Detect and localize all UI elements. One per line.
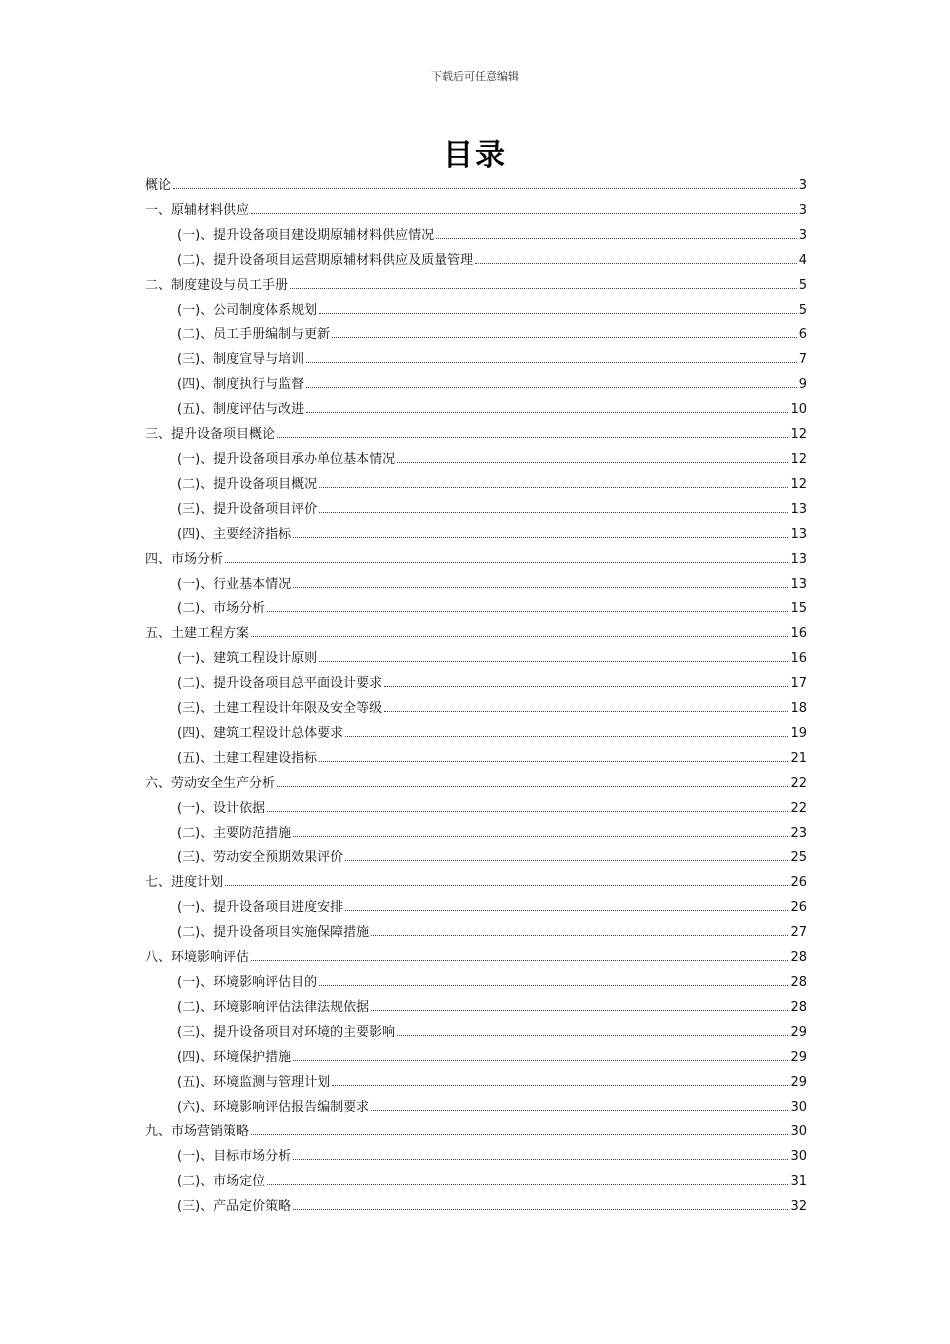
toc-dot-leader xyxy=(293,536,788,538)
toc-entry-page-number: 13 xyxy=(790,501,807,517)
toc-entry-page-number: 5 xyxy=(798,302,807,318)
toc-entry-label: (二)、提升设备项目总平面设计要求 xyxy=(177,676,383,692)
toc-entry-page-number: 28 xyxy=(790,999,807,1015)
toc-entry-page-number: 29 xyxy=(790,1049,807,1065)
toc-section-entry[interactable] xyxy=(145,672,807,697)
toc-section-entry[interactable] xyxy=(145,448,807,473)
toc-dot-leader xyxy=(397,461,788,463)
table-of-contents xyxy=(145,174,807,1220)
toc-section-entry[interactable] xyxy=(145,797,807,822)
toc-entry-label: (六)、环境影响评估报告编制要求 xyxy=(177,1099,370,1115)
toc-entry-label: (五)、土建工程建设指标 xyxy=(177,750,318,766)
toc-entry-label: (二)、环境影响评估法律法规依据 xyxy=(177,999,370,1015)
toc-dot-leader xyxy=(332,1084,788,1086)
toc-dot-leader xyxy=(293,1059,788,1061)
toc-entry-label: (三)、提升设备项目对环境的主要影响 xyxy=(177,1024,396,1040)
toc-entry-label: 六、劳动安全生产分析 xyxy=(145,775,276,791)
toc-section-entry[interactable] xyxy=(145,896,807,921)
toc-entry-page-number: 13 xyxy=(790,551,807,567)
toc-entry-label: (一)、环境影响评估目的 xyxy=(177,975,318,990)
page-header-note: 下载后可任意编辑 xyxy=(431,70,519,83)
toc-entry-label: (一)、提升设备项目承办单位基本情况 xyxy=(177,451,396,467)
toc-dot-leader xyxy=(319,660,788,662)
toc-dot-leader xyxy=(267,610,788,612)
toc-entry-page-number: 30 xyxy=(790,1124,807,1140)
toc-entry-label: (一)、设计依据 xyxy=(177,800,266,816)
toc-section-entry[interactable] xyxy=(145,1145,807,1170)
toc-entry-page-number: 15 xyxy=(790,601,807,617)
toc-dot-leader xyxy=(267,1183,788,1185)
toc-entry-page-number: 28 xyxy=(790,975,807,990)
toc-section-entry[interactable] xyxy=(145,348,807,373)
toc-entry-label: (三)、劳动安全预期效果评价 xyxy=(177,850,344,866)
toc-dot-leader xyxy=(319,312,797,314)
toc-section-entry[interactable] xyxy=(145,249,807,274)
toc-entry-page-number: 29 xyxy=(790,1074,807,1090)
toc-entry-page-number: 12 xyxy=(790,476,807,492)
toc-dot-leader xyxy=(251,959,788,961)
toc-dot-leader xyxy=(251,1133,788,1135)
toc-entry-label: (一)、目标市场分析 xyxy=(177,1149,292,1165)
toc-dot-leader xyxy=(345,859,788,861)
toc-entry-label: 三、提升设备项目概论 xyxy=(145,427,276,443)
toc-entry-page-number: 16 xyxy=(790,626,807,642)
toc-dot-leader xyxy=(319,511,788,513)
toc-entry-page-number: 10 xyxy=(790,402,807,418)
toc-section-entry[interactable] xyxy=(145,299,807,324)
toc-section-entry[interactable] xyxy=(145,722,807,747)
toc-entry-page-number: 12 xyxy=(790,427,807,443)
toc-entry-page-number: 9 xyxy=(798,377,807,393)
toc-entry-label: 八、环境影响评估 xyxy=(145,950,250,966)
toc-entry-page-number: 12 xyxy=(790,451,807,467)
toc-entry-page-number: 27 xyxy=(790,925,807,941)
toc-section-entry[interactable] xyxy=(145,323,807,348)
toc-dot-leader xyxy=(277,436,788,438)
toc-entry-label: 七、进度计划 xyxy=(145,875,224,891)
toc-entry-label: (四)、制度执行与监督 xyxy=(177,377,305,393)
toc-entry-page-number: 30 xyxy=(790,1149,807,1165)
toc-section-entry[interactable] xyxy=(145,373,807,398)
toc-entry-page-number: 3 xyxy=(798,227,807,243)
toc-chapter-entry[interactable] xyxy=(145,548,807,573)
toc-section-entry[interactable] xyxy=(145,747,807,772)
toc-entry-page-number: 4 xyxy=(798,252,807,268)
toc-entry-page-number: 25 xyxy=(790,850,807,866)
toc-entry-label: (二)、提升设备项目实施保障措施 xyxy=(177,925,370,941)
toc-section-entry[interactable] xyxy=(145,846,807,871)
toc-dot-leader xyxy=(293,586,788,588)
toc-dot-leader xyxy=(251,212,797,214)
toc-dot-leader xyxy=(384,710,788,712)
toc-entry-label: (四)、环境保护措施 xyxy=(177,1049,292,1065)
toc-dot-leader xyxy=(345,909,788,911)
toc-dot-leader xyxy=(319,486,788,488)
toc-entry-page-number: 7 xyxy=(798,352,807,368)
toc-dot-leader xyxy=(332,336,797,338)
toc-entry-label: (二)、市场定位 xyxy=(177,1174,266,1190)
toc-entry-label: 九、市场营销策略 xyxy=(145,1124,250,1140)
toc-dot-leader xyxy=(290,287,797,289)
toc-dot-leader xyxy=(277,785,788,787)
toc-dot-leader xyxy=(173,187,797,189)
toc-dot-leader xyxy=(306,361,797,363)
toc-entry-label: 四、市场分析 xyxy=(145,551,224,567)
toc-dot-leader xyxy=(384,685,788,687)
toc-section-entry[interactable] xyxy=(145,921,807,946)
toc-chapter-entry[interactable] xyxy=(145,622,807,647)
toc-entry-page-number: 31 xyxy=(790,1174,807,1190)
toc-chapter-entry[interactable] xyxy=(145,946,807,971)
toc-section-entry[interactable] xyxy=(145,647,807,672)
toc-dot-leader xyxy=(306,411,788,413)
toc-section-entry[interactable] xyxy=(145,1170,807,1195)
toc-entry-page-number: 32 xyxy=(790,1199,807,1215)
toc-entry-label: (二)、市场分析 xyxy=(177,601,266,617)
toc-entry-page-number: 26 xyxy=(790,900,807,916)
toc-chapter-entry[interactable] xyxy=(145,772,807,797)
toc-section-entry[interactable] xyxy=(145,697,807,722)
toc-entry-page-number: 16 xyxy=(790,651,807,667)
toc-section-entry[interactable] xyxy=(145,996,807,1021)
toc-dot-leader xyxy=(371,934,788,936)
toc-dot-leader xyxy=(475,262,797,264)
toc-section-entry[interactable] xyxy=(145,597,807,622)
toc-entry-label: (二)、主要防范措施 xyxy=(177,825,292,841)
toc-entry-label: (一)、行业基本情况 xyxy=(177,576,292,592)
toc-entry-label: (一)、建筑工程设计原则 xyxy=(177,651,318,667)
toc-entry-label: (二)、提升设备项目概况 xyxy=(177,476,318,492)
toc-dot-leader xyxy=(251,635,788,637)
toc-entry-label: (四)、主要经济指标 xyxy=(177,526,292,542)
toc-dot-leader xyxy=(267,810,788,812)
toc-entry-label: (三)、提升设备项目评价 xyxy=(177,501,318,517)
toc-dot-leader xyxy=(225,884,788,886)
toc-entry-label: 二、制度建设与员工手册 xyxy=(145,277,289,293)
toc-entry-page-number: 26 xyxy=(790,875,807,891)
toc-dot-leader xyxy=(293,1158,788,1160)
toc-title: 目录 xyxy=(443,138,507,173)
toc-entry-label: (五)、制度评估与改进 xyxy=(177,402,305,418)
toc-chapter-entry[interactable] xyxy=(145,274,807,299)
toc-section-entry[interactable] xyxy=(145,971,807,996)
toc-entry-label: (五)、环境监测与管理计划 xyxy=(177,1074,331,1090)
toc-dot-leader xyxy=(397,1034,788,1036)
toc-entry-label: (四)、建筑工程设计总体要求 xyxy=(177,725,344,741)
toc-section-entry[interactable] xyxy=(145,523,807,548)
toc-entry-page-number: 22 xyxy=(790,775,807,791)
toc-entry-label: (二)、员工手册编制与更新 xyxy=(177,327,331,343)
toc-dot-leader xyxy=(371,1009,788,1011)
toc-entry-page-number: 13 xyxy=(790,576,807,592)
toc-chapter-entry[interactable] xyxy=(145,199,807,224)
toc-chapter-entry[interactable] xyxy=(145,423,807,448)
toc-section-entry[interactable] xyxy=(145,498,807,523)
toc-section-entry[interactable] xyxy=(145,473,807,498)
toc-dot-leader xyxy=(319,984,788,986)
toc-entry-label: (三)、产品定价策略 xyxy=(177,1199,292,1215)
toc-dot-leader xyxy=(319,760,788,762)
toc-entry-page-number: 3 xyxy=(798,178,807,193)
toc-dot-leader xyxy=(345,735,788,737)
toc-entry-page-number: 29 xyxy=(790,1024,807,1040)
toc-entry-label: (三)、土建工程设计年限及安全等级 xyxy=(177,701,383,717)
toc-section-entry[interactable] xyxy=(145,398,807,423)
toc-entry-page-number: 28 xyxy=(790,950,807,966)
toc-dot-leader xyxy=(225,561,788,563)
toc-section-entry[interactable] xyxy=(145,822,807,847)
toc-entry-page-number: 21 xyxy=(790,750,807,766)
toc-dot-leader xyxy=(293,1208,788,1210)
toc-entry-page-number: 6 xyxy=(798,327,807,343)
toc-section-entry[interactable] xyxy=(145,1195,807,1220)
toc-entry-page-number: 23 xyxy=(790,825,807,841)
toc-entry-label: (三)、制度宣导与培训 xyxy=(177,352,305,368)
toc-entry-page-number: 13 xyxy=(790,526,807,542)
toc-section-entry[interactable] xyxy=(145,224,807,249)
toc-dot-leader xyxy=(293,835,788,837)
toc-chapter-entry[interactable] xyxy=(145,174,807,199)
toc-chapter-entry[interactable] xyxy=(145,871,807,896)
toc-entry-label: 五、土建工程方案 xyxy=(145,626,250,642)
toc-entry-label: 概论 xyxy=(145,178,172,193)
toc-chapter-entry[interactable] xyxy=(145,1120,807,1145)
toc-entry-page-number: 3 xyxy=(798,202,807,218)
toc-entry-page-number: 17 xyxy=(790,676,807,692)
toc-entry-page-number: 22 xyxy=(790,800,807,816)
toc-section-entry[interactable] xyxy=(145,1046,807,1071)
toc-dot-leader xyxy=(436,237,797,239)
toc-entry-label: (二)、提升设备项目运营期原辅材料供应及质量管理 xyxy=(177,252,474,268)
toc-entry-page-number: 30 xyxy=(790,1099,807,1115)
toc-section-entry[interactable] xyxy=(145,1021,807,1046)
toc-entry-label: (一)、公司制度体系规划 xyxy=(177,302,318,318)
toc-section-entry[interactable] xyxy=(145,573,807,598)
toc-dot-leader xyxy=(371,1109,788,1111)
toc-entry-page-number: 5 xyxy=(798,277,807,293)
toc-entry-label: (一)、提升设备项目建设期原辅材料供应情况 xyxy=(177,227,435,243)
toc-section-entry[interactable] xyxy=(145,1071,807,1096)
toc-entry-label: 一、原辅材料供应 xyxy=(145,202,250,218)
toc-entry-page-number: 18 xyxy=(790,701,807,717)
toc-entry-label: (一)、提升设备项目进度安排 xyxy=(177,900,344,916)
toc-entry-page-number: 19 xyxy=(790,725,807,741)
toc-section-entry[interactable] xyxy=(145,1096,807,1121)
toc-dot-leader xyxy=(306,386,797,388)
